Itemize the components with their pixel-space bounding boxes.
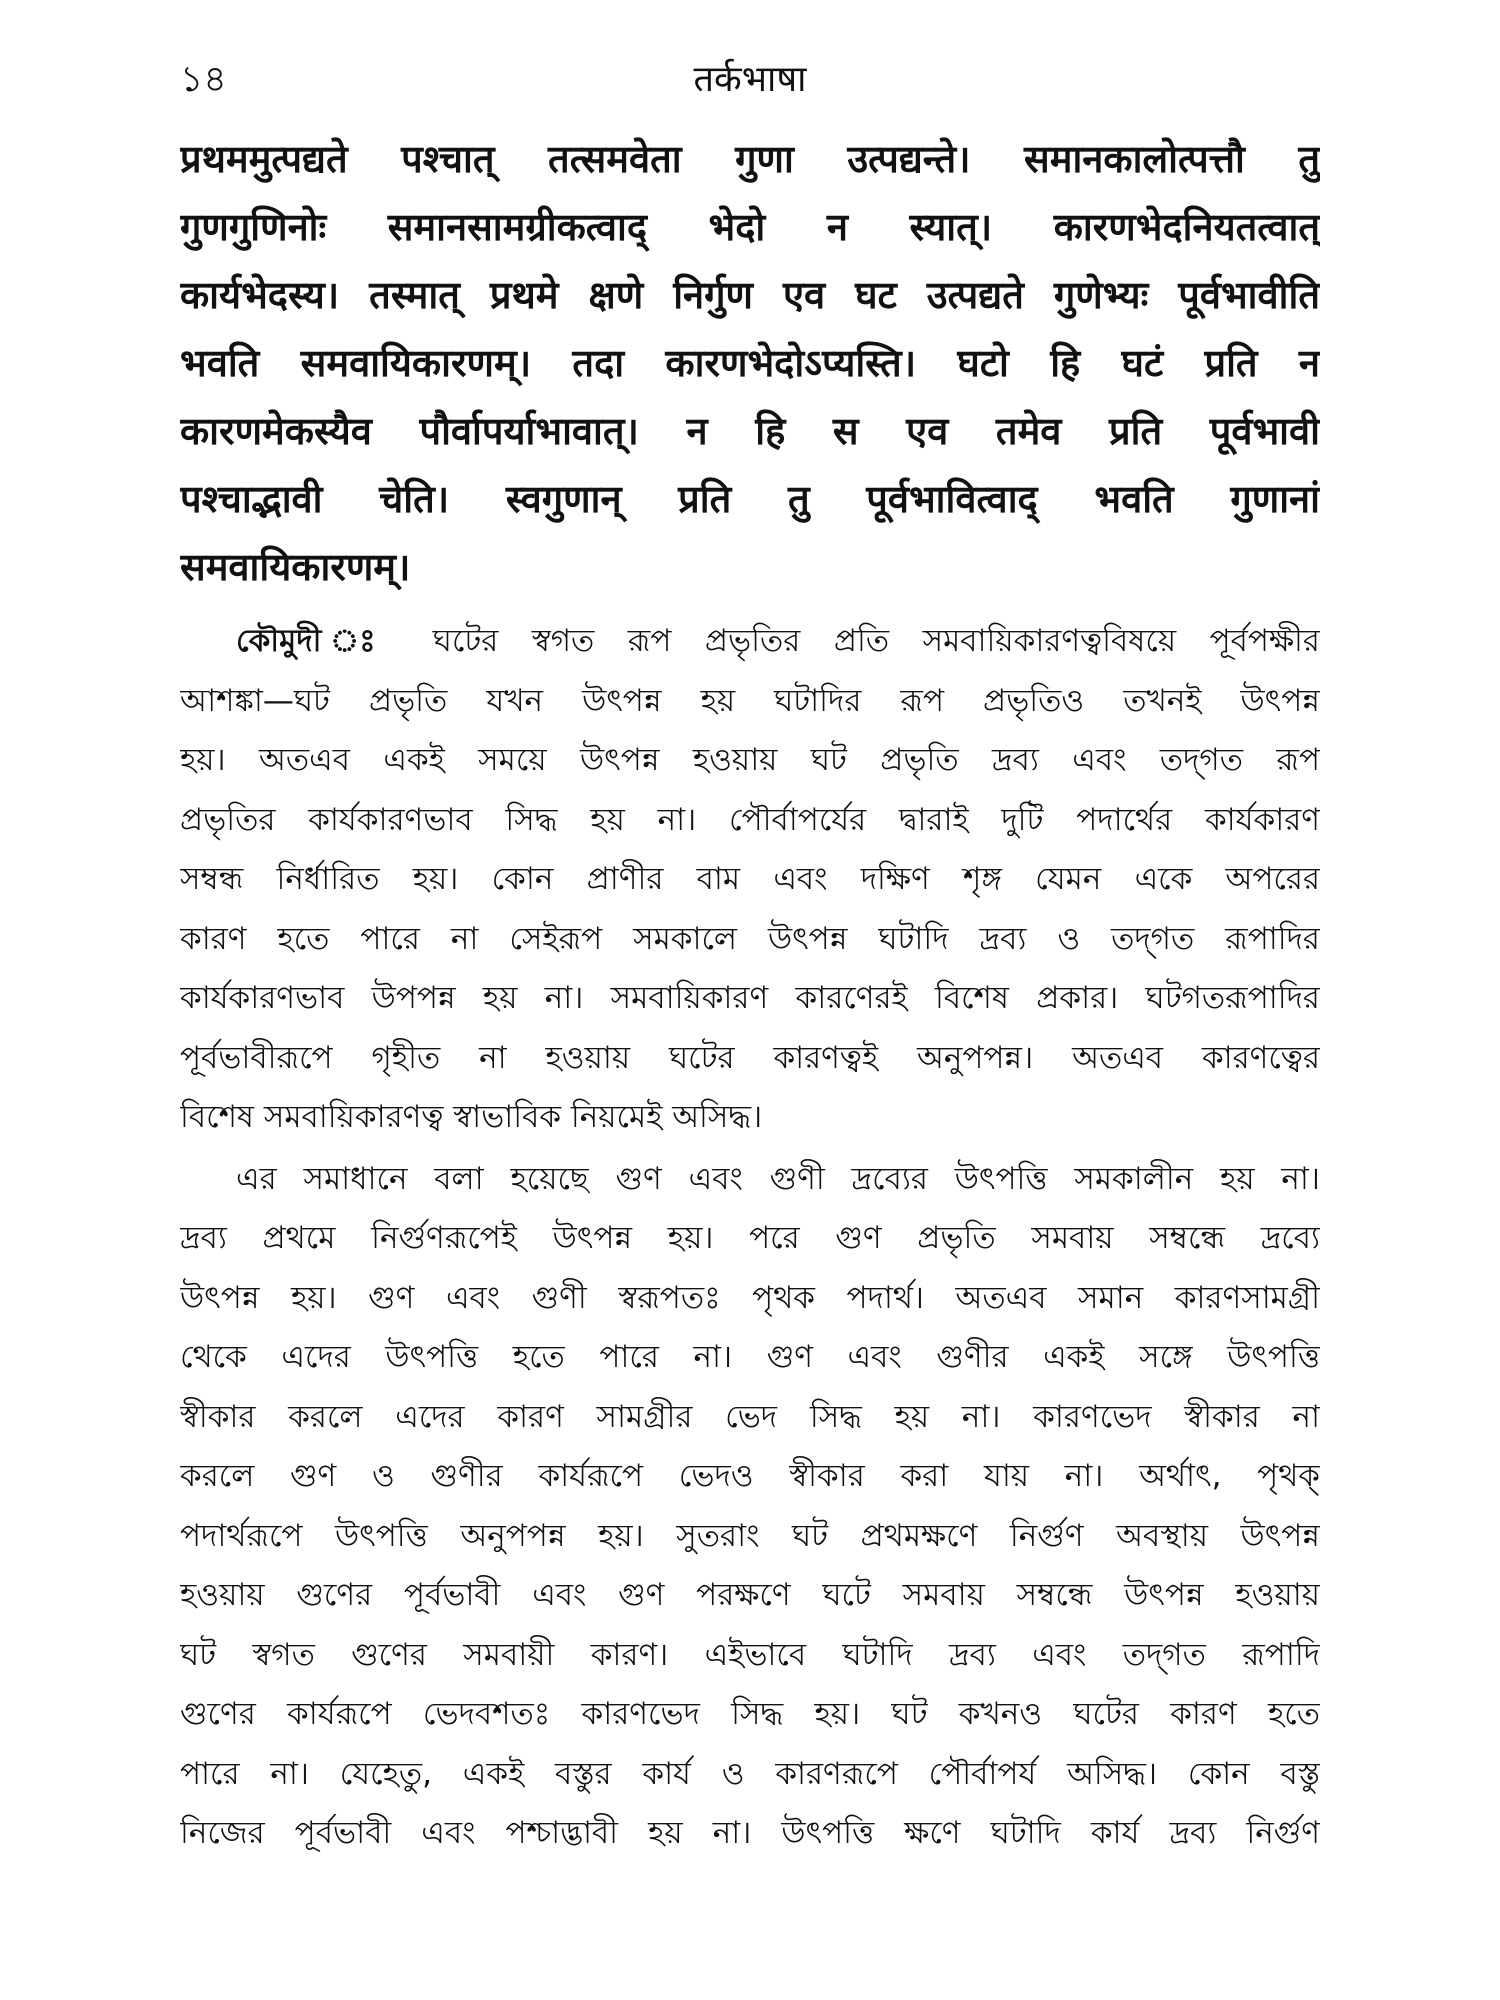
page-number: ১৪: [180, 59, 227, 100]
commentary-line: স্বীকার করলে এদের কারণ সামগ্রীর ভেদ সিদ্ধ হয় না। কারণভেদ স্বীকার না: [180, 1398, 1320, 1435]
commentary-line: প্রভৃতির কার্যকারণভাব সিদ্ধ হয় না। পৌর্বাপর্যের দ্বারাই দুটি পদার্থের কার্যকারণ: [180, 801, 1320, 838]
commentary-line: দ্রব্য প্রথমে নির্গুণরূপেই উৎপন্ন হয়। পরে গুণ প্রভৃতি সমবায় সম্বন্ধে দ্রব্যে: [180, 1220, 1320, 1256]
commentary-line: পারে না। যেহেতু, একই বস্তুর কার্য ও কারণরূপে পৌর্বাপর্য অসিদ্ধ। কোন বস্তু: [180, 1755, 1320, 1792]
commentary-line: হয়। অতএব একই সময়ে উৎপন্ন হওয়ায় ঘট প্রভৃতি দ্রব্য এবং তদ্‌গত রূপ: [180, 742, 1320, 778]
sanskrit-line: भवति समवायिकारणम्। तदा कारणभेदोऽप्यस्ति। घटो हि घटं प्रति न: [180, 341, 1320, 385]
sanskrit-text-block: [180, 125, 1320, 601]
commentary-line: কার্যকারণভাব উপপন্ন হয় না। সমবায়িকারণ কারণেরই বিশেষ প্রকার। ঘটগতরূপাদির: [180, 980, 1320, 1016]
sanskrit-line: गुणगुणिनोः समानसामग्रीकत्वाद् भेदो न स्यात्। कारणभेदनियतत्वात्: [180, 205, 1320, 249]
sanskrit-line: पश्चाद्भावी चेति। स्वगुणान् प्रति तु पूर्वभावित्वाद् भवति गुणानां: [180, 477, 1320, 521]
commentary-line: আশঙ্কা—ঘট প্রভৃতি যখন উৎপন্ন হয় ঘটাদির রূপ প্রভৃতিও তখনই উৎপন্ন: [180, 682, 1320, 719]
sanskrit-line: समवायिकारणम्।: [180, 545, 411, 589]
commentary-line: উৎপন্ন হয়। গুণ এবং গুণী স্বরূপতঃ পৃথক পদার্থ। অতএব সমান কারণসামগ্রী: [180, 1279, 1320, 1316]
commentary-line: পদার্থরূপে উৎপত্তি অনুপপন্ন হয়। সুতরাং ঘট প্রথমক্ষণে নির্গুণ অবস্থায় উৎপন্ন: [180, 1517, 1320, 1554]
commentary-line: গুণের কার্যরূপে ভেদবশতঃ কারণভেদ সিদ্ধ হয়। ঘট কখনও ঘটের কারণ হতে: [180, 1696, 1320, 1732]
commentary-first-line: [180, 612, 1320, 672]
commentary-paragraph-1: [180, 612, 1320, 1148]
commentary-label: কৌমুদী ঃ: [236, 623, 400, 659]
sanskrit-line: कारणमेकस्यैव पौर्वापर्याभावात्। न हि स एव तमेव प्रति पूर्वभावी: [180, 409, 1320, 453]
commentary-line: নিজের পূর্বভাবী এবং পশ্চাদ্ভাবী হয় না। উৎপত্তি ক্ষণে ঘটাদি কার্য দ্রব্য নির্গুণ: [180, 1815, 1320, 1851]
commentary-line: ঘট স্বগত গুণের সমবায়ী কারণ। এইভাবে ঘটাদি দ্রব্য এবং তদ্‌গত রূপাদি: [180, 1636, 1320, 1673]
sanskrit-line: कार्यभेदस्य। तस्मात् प्रथमे क्षणे निर्गुण एव घट उत्पद्यते गुणेभ्यः पूर्वभावीति: [180, 273, 1320, 317]
commentary-line: কারণ হতে পারে না সেইরূপ সমকালে উৎপন্ন ঘটাদি দ্রব্য ও তদ্‌গত রূপাদির: [180, 920, 1320, 957]
commentary-line-text: ঘটের স্বগত রূপ প্রভৃতির প্রতি সমবায়িকারণত্ববিষয়ে পূর্বপক্ষীর: [432, 623, 1320, 659]
running-head: [180, 50, 1320, 110]
commentary-line: পূর্বভাবীরূপে গৃহীত না হওয়ায় ঘটের কারণত্বই অনুপপন্ন। অতএব কারণত্বের: [180, 1039, 1320, 1076]
commentary-line: থেকে এদের উৎপত্তি হতে পারে না। গুণ এবং গুণীর একই সঙ্গে উৎপত্তি: [180, 1339, 1320, 1375]
commentary-line: বিশেষ সমবায়িকারণত্ব স্বাভাবিক নিয়মেই অসিদ্ধ।: [180, 1099, 763, 1135]
running-title: तर्कभाषा: [693, 59, 807, 100]
commentary-paragraph-2: [180, 1150, 1320, 1864]
commentary-line: করলে গুণ ও গুণীর কার্যরূপে ভেদও স্বীকার করা যায় না। অর্থাৎ, পৃথক্: [180, 1458, 1320, 1494]
commentary-line: হওয়ায় গুণের পূর্বভাবী এবং গুণ পরক্ষণে ঘটে সমবায় সম্বন্ধে উৎপন্ন হওয়ায়: [180, 1577, 1320, 1613]
bengali-commentary: [180, 612, 1320, 1864]
commentary-line: সম্বন্ধ নির্ধারিত হয়। কোন প্রাণীর বাম এবং দক্ষিণ শৃঙ্গ যেমন একে অপরের: [180, 861, 1320, 897]
sanskrit-line: प्रथममुत्पद्यते पश्चात् तत्समवेता गुणा उत्पद्यन्ते। समानकालोत्पत्तौ तु: [180, 137, 1320, 181]
commentary-line: এর সমাধানে বলা হয়েছে গুণ এবং গুণী দ্রব্যের উৎপত্তি সমকালীন হয় না।: [236, 1160, 1320, 1197]
